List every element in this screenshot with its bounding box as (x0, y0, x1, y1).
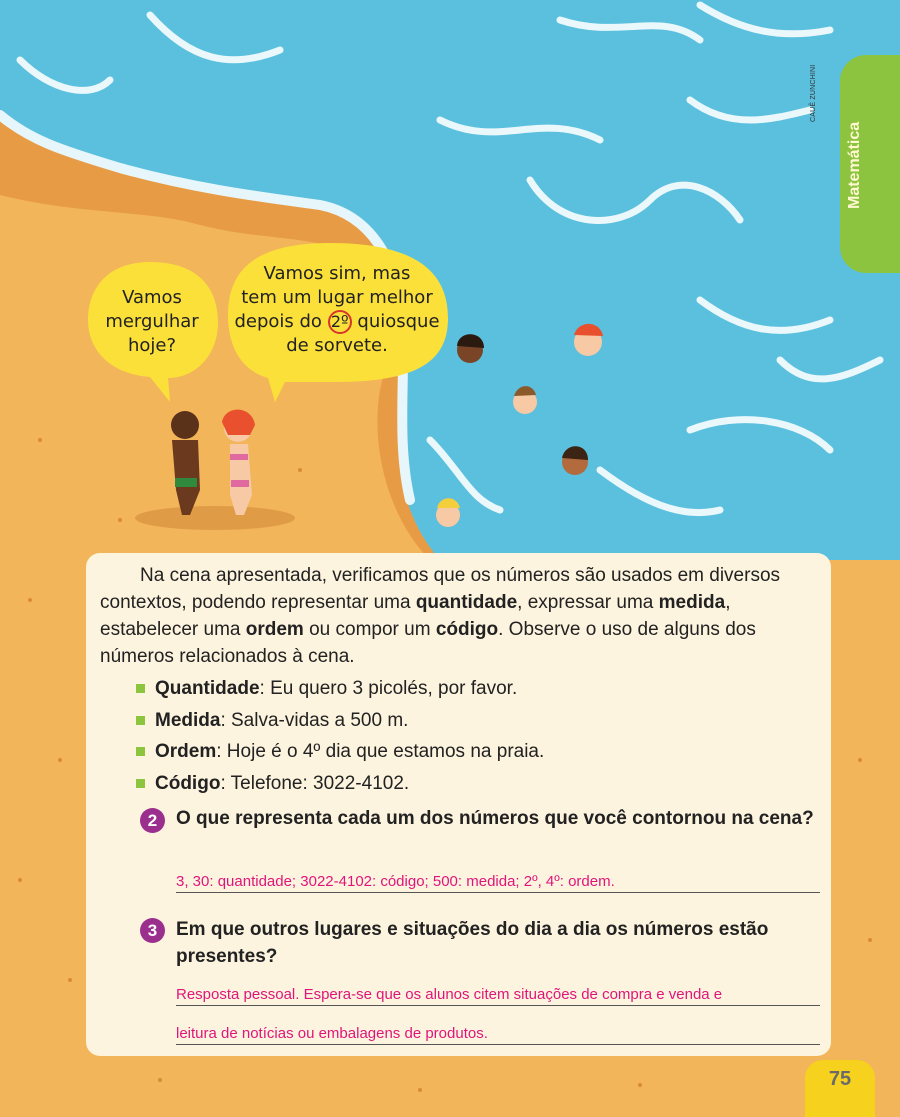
question-2-answer-line[interactable]: 3, 30: quantidade; 3022-4102: código; 500: medida; 2º, 4º: ordem. (176, 873, 820, 893)
list-item: Quantidade: Eu quero 3 picolés, por favor. (136, 673, 816, 705)
speech-bubble-2-text: Vamos sim, mas tem um lugar melhor depois do 2º quiosque de sorvete. (234, 263, 440, 356)
circled-ordinal: 2º (328, 310, 352, 334)
page-number: 75 (805, 1060, 875, 1117)
question-3-answer-line-2[interactable]: leitura de notícias ou embalagens de produtos. (176, 1025, 820, 1045)
bullet-square-icon (136, 716, 145, 725)
question-2-number-badge: 2 (140, 808, 165, 833)
bullet-square-icon (136, 684, 145, 693)
examples-list (136, 673, 816, 799)
subject-tab-label: Matemática (846, 121, 863, 209)
bullet-square-icon (136, 779, 145, 788)
question-3-number-badge: 3 (140, 918, 165, 943)
bullet-square-icon (136, 747, 145, 756)
list-item: Código: Telefone: 3022-4102. (136, 768, 816, 800)
question-2-text: O que representa cada um dos números que você contornou na cena? (176, 808, 814, 829)
intro-paragraph: Na cena apresentada, verificamos que os números são usados em diversos contextos, podendo representar uma quantidade, expressar uma medida, estabelecer uma ordem ou compor um código. Observe o uso de alguns dos números relacionados à cena. (100, 565, 781, 667)
illustrator-credit: CAUÊ ZUNCHINI (810, 64, 817, 122)
list-item: Ordem: Hoje é o 4º dia que estamos na praia. (136, 736, 816, 768)
speech-bubble-1-text: Vamos mergulhar hoje? (105, 287, 199, 356)
list-item: Medida: Salva-vidas a 500 m. (136, 705, 816, 737)
question-3-text: Em que outros lugares e situações do dia a dia os números estão presentes? (176, 919, 769, 967)
question-3-answer-line-1[interactable]: Resposta pessoal. Espera-se que os alunos citem situações de compra e venda e (176, 986, 820, 1006)
